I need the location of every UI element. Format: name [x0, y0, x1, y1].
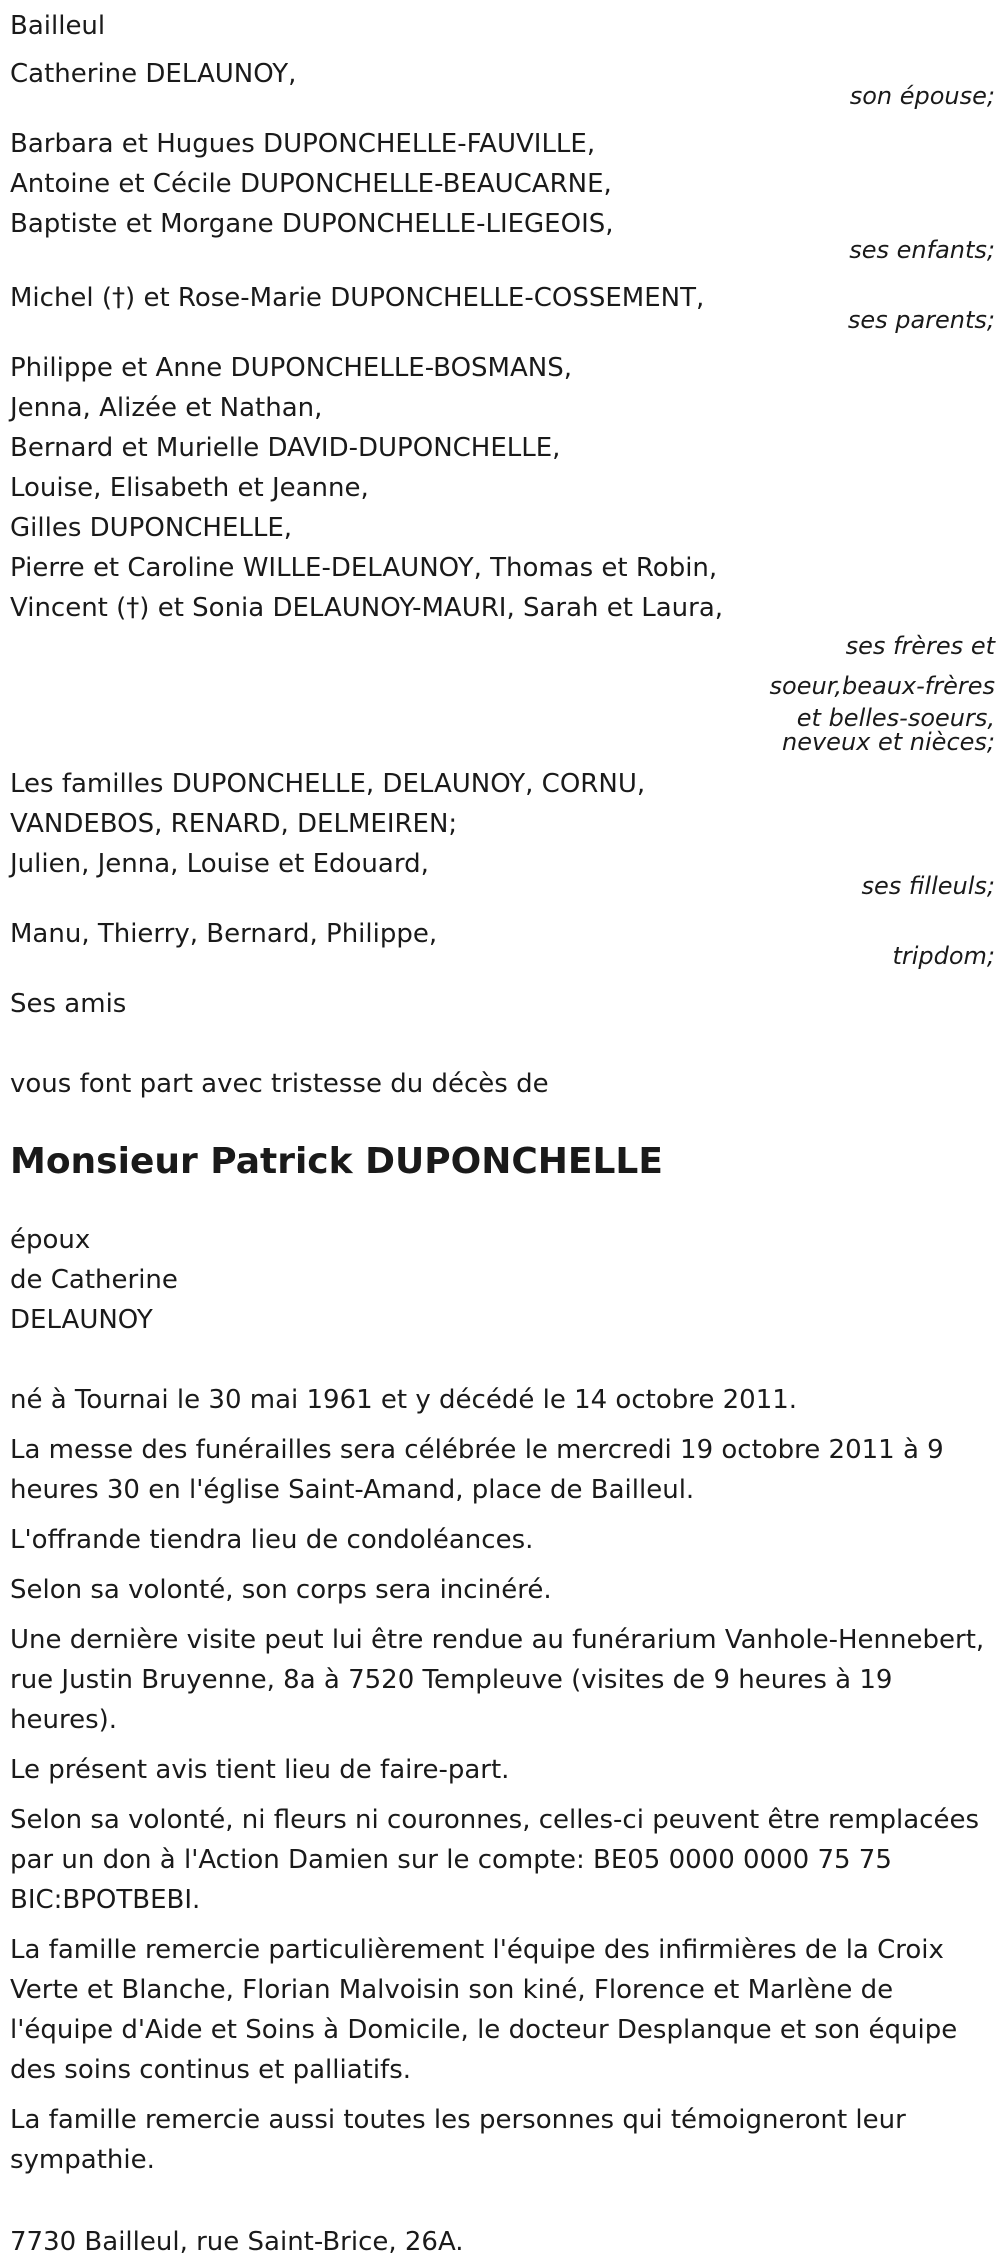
- spouse-role: son épouse;: [849, 82, 995, 110]
- families-group: [10, 764, 995, 844]
- place-heading: Bailleul: [10, 11, 106, 41]
- relation-line: de Catherine: [10, 1265, 178, 1295]
- godchildren-name: Julien, Jenna, Louise et Edouard,: [10, 849, 429, 879]
- child-name: Antoine et Cécile DUPONCHELLE-BEAUCARNE,: [10, 169, 612, 199]
- parents-group: [10, 278, 995, 340]
- offering-paragraph: L'offrande tiendra lieu de condoléances.: [10, 1525, 534, 1555]
- thanks-paragraph: La famille remercie particulièrement l'équipe des infirmières de la Croix Verte et Blanche, Florian Malvoisin son kiné, Florence et Marlène de l'équipe d'Aide et Soins à Domicile, le docteur Desplanque et son équipe des soins continus et palliatifs.: [10, 1935, 958, 2085]
- siblings-role-line: et belles-soeurs,: [796, 704, 995, 732]
- funeral-mass-paragraph: La messe des funérailles sera célébrée le mercredi 19 octobre 2011 à 9 heures 30 en l'église Saint-Amand, place de Bailleul.: [10, 1435, 944, 1505]
- children-group: [10, 124, 995, 270]
- parents-role: ses parents;: [847, 306, 995, 334]
- sibling-name: Gilles DUPONCHELLE,: [10, 513, 293, 543]
- deceased-name: Monsieur Patrick DUPONCHELLE: [10, 1141, 663, 1182]
- sibling-name: Louise, Elisabeth et Jeanne,: [10, 473, 369, 503]
- donation-paragraph: Selon sa volonté, ni fleurs ni couronnes, celles-ci peuvent être remplacées par un don à l'Action Damien sur le compte: BE05 0000 0000 75 75 BIC:BPOTBEBI.: [10, 1805, 980, 1915]
- sibling-name: Jenna, Alizée et Nathan,: [10, 393, 323, 423]
- siblings-group: [10, 348, 995, 754]
- relation-line: DELAUNOY: [10, 1305, 153, 1335]
- families-name: Les familles DUPONCHELLE, DELAUNOY, CORNU,: [10, 769, 646, 799]
- godchildren-role: ses filleuls;: [861, 872, 995, 900]
- announcement-line: vous font part avec tristesse du décès de: [10, 1069, 549, 1099]
- parents-name: Michel (†) et Rose-Marie DUPONCHELLE-COSSEMENT,: [10, 283, 705, 313]
- notice-paragraph: Le présent avis tient lieu de faire-part.: [10, 1755, 510, 1785]
- details-block: [10, 1430, 995, 2180]
- tripdom-name: Manu, Thierry, Bernard, Philippe,: [10, 919, 438, 949]
- siblings-role-line: neveux et nièces;: [782, 728, 995, 756]
- visit-paragraph: Une dernière visite peut lui être rendue au funérarium Vanhole-Hennebert, rue Justin Bruyenne, 8a à 7520 Templeuve (visites de 9 heures à 19 heures).: [10, 1625, 985, 1735]
- address-line: 7730 Bailleul, rue Saint-Brice, 26A.: [10, 2227, 464, 2257]
- obituary-notice: [10, 6, 995, 2262]
- tripdom-role: tripdom;: [892, 942, 995, 970]
- friends-line: Ses amis: [10, 989, 127, 1019]
- godchildren-group: [10, 844, 995, 906]
- sibling-name: Vincent (†) et Sonia DELAUNOY-MAURI, Sarah et Laura,: [10, 593, 724, 623]
- sibling-name: Philippe et Anne DUPONCHELLE-BOSMANS,: [10, 353, 572, 383]
- tripdom-group: [10, 914, 995, 976]
- sibling-name: Bernard et Murielle DAVID-DUPONCHELLE,: [10, 433, 561, 463]
- child-name: Barbara et Hugues DUPONCHELLE-FAUVILLE,: [10, 129, 596, 159]
- sibling-name: Pierre et Caroline WILLE-DELAUNOY, Thomas et Robin,: [10, 553, 718, 583]
- cremation-paragraph: Selon sa volonté, son corps sera incinéré.: [10, 1575, 552, 1605]
- spouse-group: [10, 54, 995, 116]
- thanks-all-paragraph: La famille remercie aussi toutes les personnes qui témoigneront leur sympathie.: [10, 2105, 906, 2175]
- relation-block: [10, 1220, 995, 1340]
- spouse-name: Catherine DELAUNOY,: [10, 59, 297, 89]
- siblings-role-line: ses frères et: [845, 632, 995, 660]
- children-role: ses enfants;: [849, 236, 995, 264]
- siblings-role-line: soeur,beaux-frères: [769, 672, 995, 700]
- child-name: Baptiste et Morgane DUPONCHELLE-LIEGEOIS,: [10, 209, 614, 239]
- birth-death-line: né à Tournai le 30 mai 1961 et y décédé le 14 octobre 2011.: [10, 1385, 798, 1415]
- relation-line: époux: [10, 1225, 91, 1255]
- families-name: VANDEBOS, RENARD, DELMEIREN;: [10, 809, 458, 839]
